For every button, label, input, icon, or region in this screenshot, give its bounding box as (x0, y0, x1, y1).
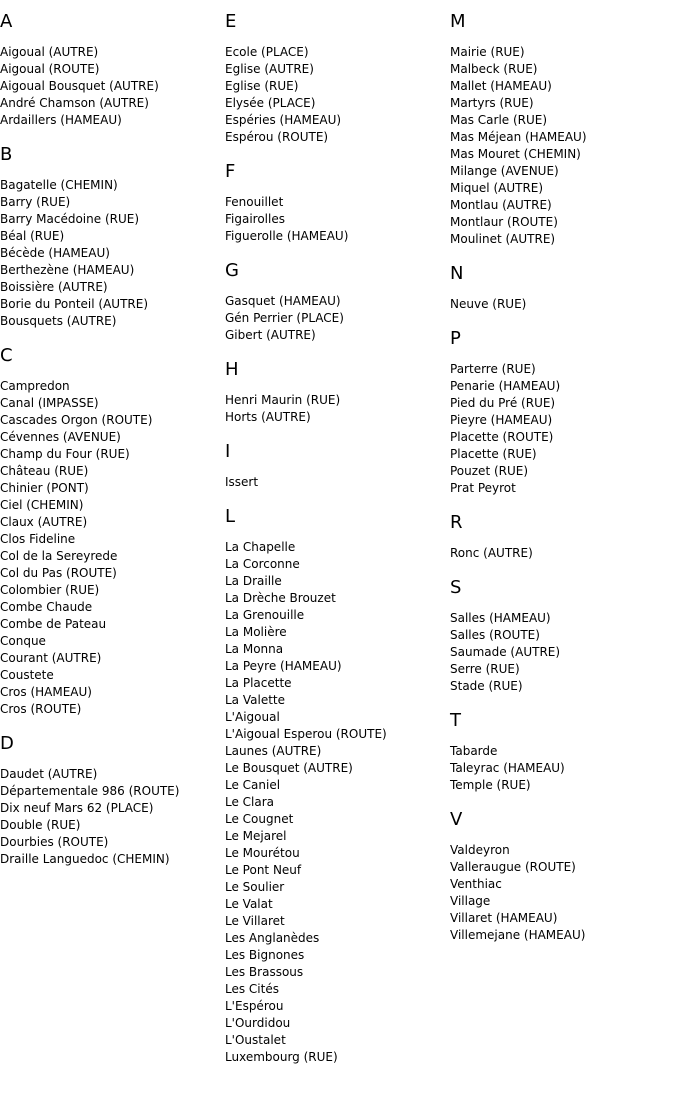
street-item: Col de la Sereyrede (0, 549, 118, 563)
letter-heading: S (450, 577, 462, 598)
street-list (225, 44, 450, 146)
street-item: Le Pont Neuf (225, 863, 302, 877)
street-item: Double (RUE) (0, 818, 81, 832)
letter-heading: B (0, 144, 13, 165)
street-item: Ardaillers (HAMEAU) (0, 113, 122, 127)
street-item: Bagatelle (CHEMIN) (0, 178, 118, 192)
index-column (450, 12, 675, 960)
street-item: Aigoual (ROUTE) (0, 62, 100, 76)
street-list (450, 44, 675, 248)
street-item: Gibert (AUTRE) (225, 328, 316, 342)
street-item: L'Aigoual (225, 710, 280, 724)
street-item: La Draille (225, 574, 282, 588)
street-item: André Chamson (AUTRE) (0, 96, 149, 110)
street-item: Espérou (ROUTE) (225, 130, 329, 144)
street-item: Clos Fideline (0, 532, 76, 546)
street-item: Elysée (PLACE) (225, 96, 316, 110)
letter-section (450, 513, 675, 562)
street-item: Les Cités (225, 982, 279, 996)
street-item: Cros (HAMEAU) (0, 685, 92, 699)
street-item: Le Villaret (225, 914, 285, 928)
letter-heading: G (225, 260, 239, 281)
street-item: Salles (HAMEAU) (450, 611, 551, 625)
street-item: Figuerolle (HAMEAU) (225, 229, 349, 243)
street-item: Ecole (PLACE) (225, 45, 309, 59)
street-item: Luxembourg (RUE) (225, 1050, 338, 1064)
street-item: Barry (RUE) (0, 195, 71, 209)
street-item: Bousquets (AUTRE) (0, 314, 117, 328)
street-item: Tabarde (450, 744, 498, 758)
street-list (450, 610, 675, 695)
street-item: Espéries (HAMEAU) (225, 113, 342, 127)
street-item: Mas Mouret (CHEMIN) (450, 147, 581, 161)
street-item: Départementale 986 (ROUTE) (0, 784, 180, 798)
street-item: Champ du Four (RUE) (0, 447, 130, 461)
street-item: Claux (AUTRE) (0, 515, 88, 529)
street-item: Coustete (0, 668, 54, 682)
street-item: Le Cougnet (225, 812, 294, 826)
street-item: Bécède (HAMEAU) (0, 246, 110, 260)
street-item: Eglise (AUTRE) (225, 62, 314, 76)
street-item: Henri Maurin (RUE) (225, 393, 341, 407)
street-item: La Drèche Brouzet (225, 591, 336, 605)
street-item: Mairie (RUE) (450, 45, 525, 59)
street-item: Le Mourétou (225, 846, 300, 860)
street-item: Villaret (HAMEAU) (450, 911, 558, 925)
street-item: Le Caniel (225, 778, 281, 792)
letter-section (450, 578, 675, 695)
street-item: Campredon (0, 379, 70, 393)
street-item: La Monna (225, 642, 284, 656)
letter-heading: T (450, 710, 461, 731)
street-item: Château (RUE) (0, 464, 89, 478)
street-item: Prat Peyrot (450, 481, 516, 495)
street-item: La Chapelle (225, 540, 296, 554)
letter-section (225, 261, 450, 344)
street-item: L'Aigoual Esperou (ROUTE) (225, 727, 387, 741)
street-item: La Peyre (HAMEAU) (225, 659, 342, 673)
street-item: Le Clara (225, 795, 275, 809)
street-list (450, 842, 675, 944)
street-item: Le Soulier (225, 880, 285, 894)
letter-section (450, 810, 675, 944)
street-list (0, 378, 225, 718)
street-item: Valdeyron (450, 843, 510, 857)
street-item: Issert (225, 475, 259, 489)
street-item: Borie du Ponteil (AUTRE) (0, 297, 149, 311)
street-item: L'Espérou (225, 999, 284, 1013)
street-item: La Molière (225, 625, 287, 639)
street-item: Combe Chaude (0, 600, 93, 614)
street-item: Canal (IMPASSE) (0, 396, 99, 410)
street-item: Placette (RUE) (450, 447, 537, 461)
street-item: Mas Carle (RUE) (450, 113, 548, 127)
street-item: Village (450, 894, 491, 908)
street-item: Malbeck (RUE) (450, 62, 538, 76)
street-item: Boissière (AUTRE) (0, 280, 108, 294)
street-item: Salles (ROUTE) (450, 628, 540, 642)
street-list (225, 474, 450, 491)
street-item: La Corconne (225, 557, 300, 571)
street-list (450, 361, 675, 497)
letter-section (0, 346, 225, 718)
street-item: Cévennes (AVENUE) (0, 430, 121, 444)
street-item: Mas Méjean (HAMEAU) (450, 130, 587, 144)
letter-section (0, 145, 225, 330)
letter-section (225, 162, 450, 245)
street-list (225, 392, 450, 426)
street-item: Ciel (CHEMIN) (0, 498, 84, 512)
street-item: Courant (AUTRE) (0, 651, 102, 665)
street-item: L'Ourdidou (225, 1016, 291, 1030)
street-item: Conque (0, 634, 46, 648)
letter-heading: D (0, 733, 14, 754)
letter-section (0, 12, 225, 129)
street-item: Aigoual (AUTRE) (0, 45, 99, 59)
letter-section (450, 264, 675, 313)
letter-heading: P (450, 328, 461, 349)
street-item: Montlaur (ROUTE) (450, 215, 558, 229)
letter-section (225, 442, 450, 491)
letter-heading: A (0, 11, 13, 32)
street-item: Miquel (AUTRE) (450, 181, 544, 195)
street-item: Chinier (PONT) (0, 481, 89, 495)
letter-heading: L (225, 506, 236, 527)
street-item: Fenouillet (225, 195, 284, 209)
street-item: Dourbies (ROUTE) (0, 835, 109, 849)
street-item: Barry Macédoine (RUE) (0, 212, 140, 226)
letter-section (225, 507, 450, 1066)
street-item: Col du Pas (ROUTE) (0, 566, 117, 580)
street-list (450, 545, 675, 562)
street-item: Eglise (RUE) (225, 79, 299, 93)
street-item: Cascades Orgon (ROUTE) (0, 413, 153, 427)
street-item: Les Bignones (225, 948, 305, 962)
street-item: Berthezène (HAMEAU) (0, 263, 135, 277)
street-item: Cros (ROUTE) (0, 702, 82, 716)
street-item: Daudet (AUTRE) (0, 767, 98, 781)
street-item: Parterre (RUE) (450, 362, 536, 376)
letter-heading: V (450, 809, 463, 830)
street-list (0, 44, 225, 129)
street-item: Le Valat (225, 897, 273, 911)
street-item: Gén Perrier (PLACE) (225, 311, 344, 325)
street-item: Placette (ROUTE) (450, 430, 554, 444)
letter-heading: R (450, 512, 463, 533)
street-item: Launes (AUTRE) (225, 744, 322, 758)
street-item: Le Bousquet (AUTRE) (225, 761, 353, 775)
street-item: Temple (RUE) (450, 778, 531, 792)
letter-section (225, 360, 450, 426)
street-item: Stade (RUE) (450, 679, 523, 693)
street-item: La Placette (225, 676, 292, 690)
letter-section (0, 734, 225, 868)
street-item: Ronc (AUTRE) (450, 546, 533, 560)
street-item: Les Brassous (225, 965, 304, 979)
street-item: Aigoual Bousquet (AUTRE) (0, 79, 159, 93)
street-item: Pied du Pré (RUE) (450, 396, 556, 410)
letter-heading: N (450, 263, 464, 284)
street-item: Taleyrac (HAMEAU) (450, 761, 565, 775)
street-item: Dix neuf Mars 62 (PLACE) (0, 801, 154, 815)
letter-heading: M (450, 11, 466, 32)
street-item: Venthiac (450, 877, 502, 891)
letter-section (450, 711, 675, 794)
street-item: Penarie (HAMEAU) (450, 379, 561, 393)
letter-heading: F (225, 161, 236, 182)
street-list (450, 743, 675, 794)
letter-heading: E (225, 11, 237, 32)
street-item: Gasquet (HAMEAU) (225, 294, 341, 308)
street-item: Villemejane (HAMEAU) (450, 928, 586, 942)
street-item: Mallet (HAMEAU) (450, 79, 552, 93)
street-item: Combe de Pateau (0, 617, 107, 631)
letter-heading: H (225, 359, 239, 380)
street-item: Milange (AVENUE) (450, 164, 559, 178)
street-item: L'Oustalet (225, 1033, 286, 1047)
street-item: Serre (RUE) (450, 662, 520, 676)
street-list (225, 194, 450, 245)
street-item: Figairolles (225, 212, 285, 226)
index-column (225, 12, 450, 1082)
index-column (0, 12, 225, 884)
street-item: Pieyre (HAMEAU) (450, 413, 553, 427)
street-item: Montlau (AUTRE) (450, 198, 552, 212)
street-item: Colombier (RUE) (0, 583, 100, 597)
letter-section (450, 12, 675, 248)
street-item: Martyrs (RUE) (450, 96, 534, 110)
street-item: Béal (RUE) (0, 229, 65, 243)
letter-section (225, 12, 450, 146)
street-item: Saumade (AUTRE) (450, 645, 561, 659)
street-list (225, 293, 450, 344)
street-item: Les Anglanèdes (225, 931, 320, 945)
street-item: Pouzet (RUE) (450, 464, 529, 478)
letter-heading: C (0, 345, 13, 366)
street-item: Valleraugue (ROUTE) (450, 860, 576, 874)
street-item: Horts (AUTRE) (225, 410, 311, 424)
street-list (0, 177, 225, 330)
street-item: Le Mejarel (225, 829, 287, 843)
street-list (225, 539, 450, 1066)
street-list (0, 766, 225, 868)
street-item: Neuve (RUE) (450, 297, 527, 311)
street-item: Moulinet (AUTRE) (450, 232, 556, 246)
street-item: Draille Languedoc (CHEMIN) (0, 852, 170, 866)
letter-heading: I (225, 441, 231, 462)
street-item: La Grenouille (225, 608, 305, 622)
street-list (450, 296, 675, 313)
street-item: La Valette (225, 693, 285, 707)
letter-section (450, 329, 675, 497)
